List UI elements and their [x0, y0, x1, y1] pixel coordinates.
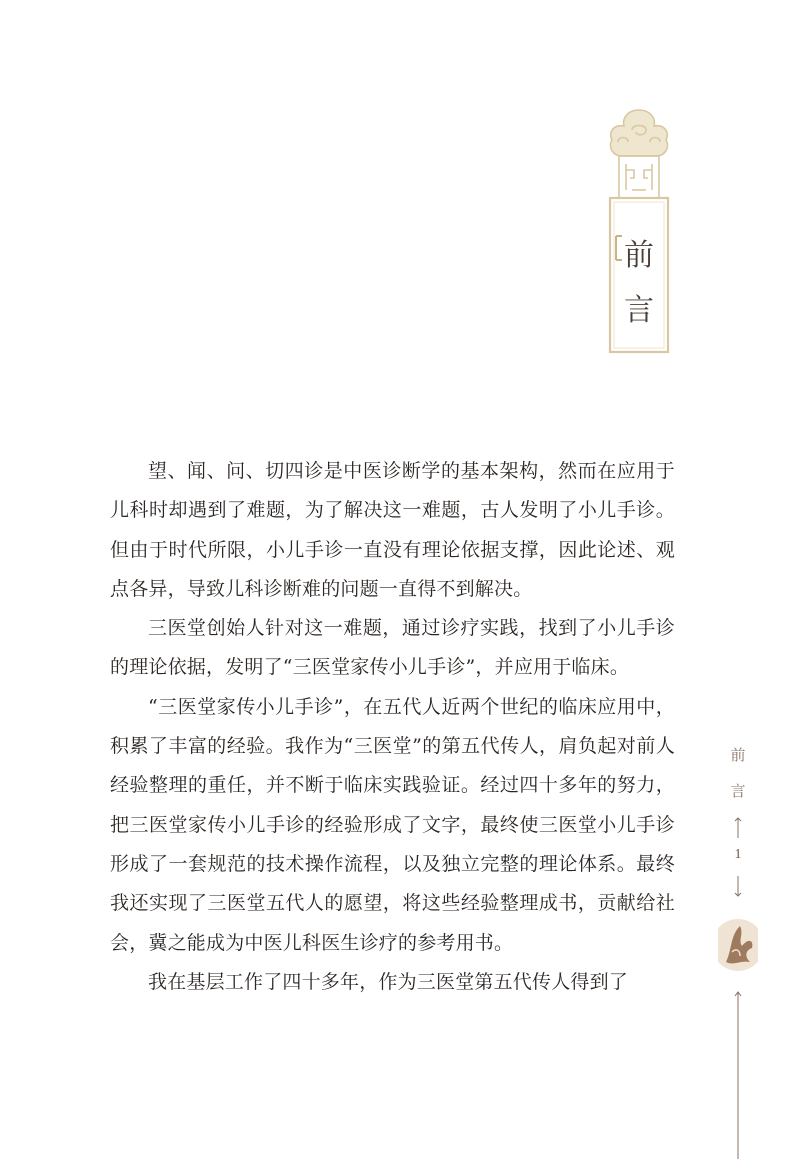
paragraph-3: “三医堂家传小儿手诊”，在五代人近两个世纪的临床应用中，积累了丰富的经验。我作为“三医堂”的第五代传人，肩负起对前人经验整理的重任，并不断于临床实践验证。经过四十多年的努力，把三医堂家传小儿手诊的经验形成了文字，最终使三医堂小儿手诊形成了一套规范的技术操作流程，以及独立完整的理论体系。最终我还实现了三医堂五代人的愿望，将这些经验整理成书，贡献给社会，冀之能成为中医儿科医生诊疗的参考用书。: [110, 695, 675, 954]
preface-body: [110, 452, 675, 1002]
chapter-title-block: [606, 104, 672, 356]
side-title-char-1: 前: [730, 746, 746, 764]
paragraph-1: 望、闻、问、切四诊是中医诊断学的基本架构，然而在应用于儿科时却遇到了难题，为了解决这一难题，古人发明了小儿手诊。但由于时代所限，小儿手诊一直没有理论依据支撑，因此论述、观点各异，导致儿科诊断难的问题一直得不到解决。: [110, 460, 675, 600]
page-number: 1: [734, 847, 742, 862]
title-char-1: 前: [624, 238, 654, 273]
side-running-header: [718, 0, 758, 1159]
paragraph-2: 三医堂创始人针对这一难题，通过诊疗实践，找到了小儿手诊的理论依据，发明了“三医堂家传小儿手诊”，并应用于临床。: [110, 617, 675, 679]
floral-medallion-icon: [718, 919, 758, 971]
side-decoration: [718, 0, 758, 1159]
side-title-char-2: 言: [730, 782, 746, 800]
title-char-2: 言: [624, 293, 654, 328]
paragraph-4: 我在基层工作了四十多年，作为三医堂第五代传人得到了: [148, 970, 629, 993]
